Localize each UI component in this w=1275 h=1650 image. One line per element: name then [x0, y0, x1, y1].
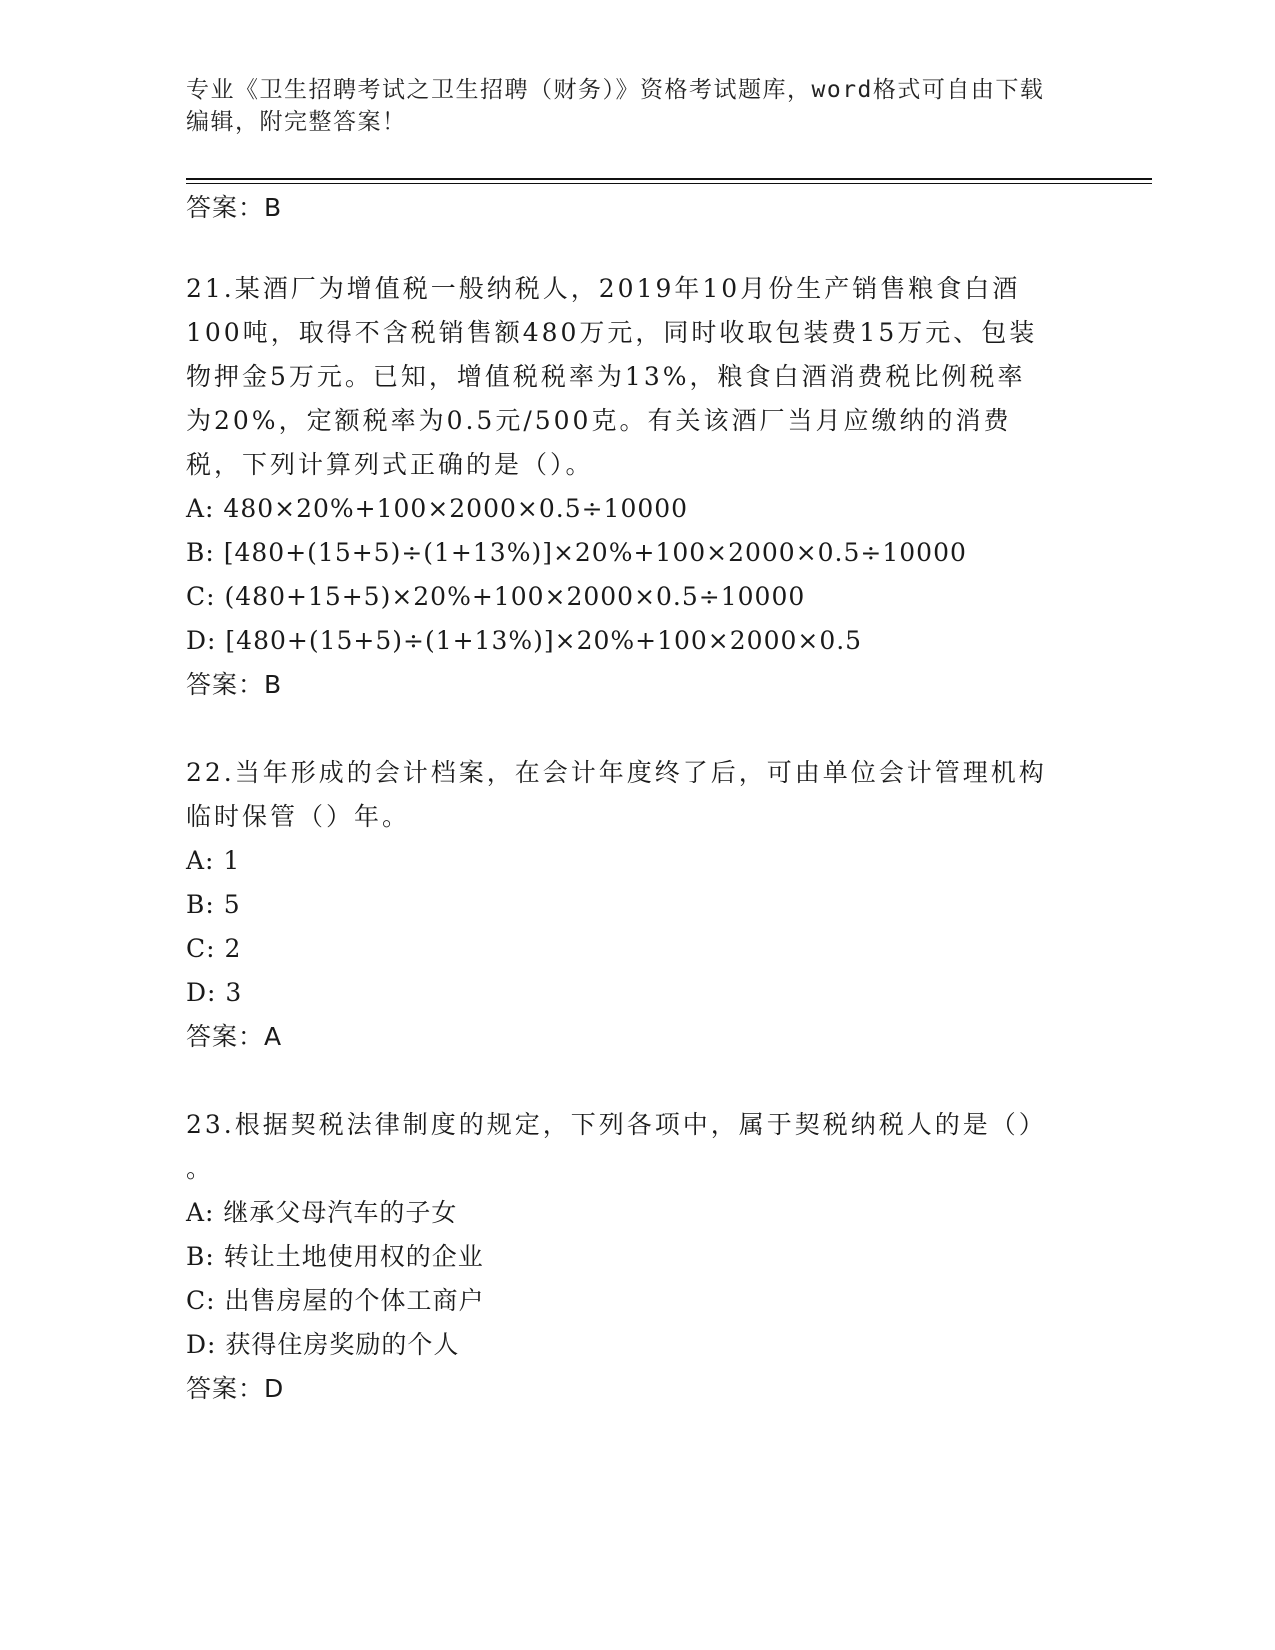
- answer-line: 答案：B: [186, 193, 283, 222]
- option-d: D: [480+(15+5)÷(1+13%)]×20%+100×2000×0.5: [186, 626, 863, 655]
- header-line: 编辑，附完整答案！: [186, 109, 407, 135]
- option-d: D: 获得住房奖励的个人: [186, 1330, 460, 1359]
- question-stem-line: 22.当年形成的会计档案，在会计年度终了后，可由单位会计管理机构: [186, 758, 1047, 787]
- question-stem-line: 23.根据契税法律制度的规定，下列各项中，属于契税纳税人的是（）: [186, 1110, 1047, 1139]
- option-c: C: 出售房屋的个体工商户: [186, 1286, 485, 1315]
- option-b: B: 转让土地使用权的企业: [186, 1242, 484, 1271]
- option-b: B: [480+(15+5)÷(1+13%)]×20%+100×2000×0.5÷10000: [186, 538, 967, 567]
- option-c: C: (480+15+5)×20%+100×2000×0.5÷10000: [186, 582, 806, 611]
- question-stem-line: 临时保管（）年。: [186, 802, 411, 831]
- question-stem-line: 。: [186, 1154, 215, 1183]
- header-line: 专业《卫生招聘考试之卫生招聘（财务）》资格考试题库，word格式可自由下载: [186, 77, 1045, 103]
- question-stem-line: 100吨，取得不含税销售额480万元，同时收取包装费15万元、包装: [186, 318, 1038, 347]
- option-a: A: 继承父母汽车的子女: [186, 1198, 458, 1227]
- document-header: [186, 74, 1066, 138]
- option-d: D: 3: [186, 978, 243, 1007]
- question-stem-line: 税，下列计算列式正确的是（）。: [186, 450, 594, 479]
- question-stem-line: 21.某酒厂为增值税一般纳税人，2019年10月份生产销售粮食白酒: [186, 274, 1021, 303]
- answer-line: 答案：D: [186, 1374, 285, 1403]
- option-c: C: 2: [186, 934, 242, 963]
- answer-line: 答案：B: [186, 670, 283, 699]
- option-a: A: 1: [186, 846, 241, 875]
- question-stem-line: 物押金5万元。已知，增值税税率为13%，粮食白酒消费税比例税率: [186, 362, 1026, 391]
- header-divider: [186, 183, 1152, 184]
- option-a: A: 480×20%+100×2000×0.5÷10000: [186, 494, 689, 523]
- header-divider: [186, 178, 1152, 180]
- option-b: B: 5: [186, 890, 241, 919]
- answer-line: 答案：A: [186, 1022, 283, 1051]
- question-stem-line: 为20%，定额税率为0.5元/500克。有关该酒厂当月应缴纳的消费: [186, 406, 1012, 435]
